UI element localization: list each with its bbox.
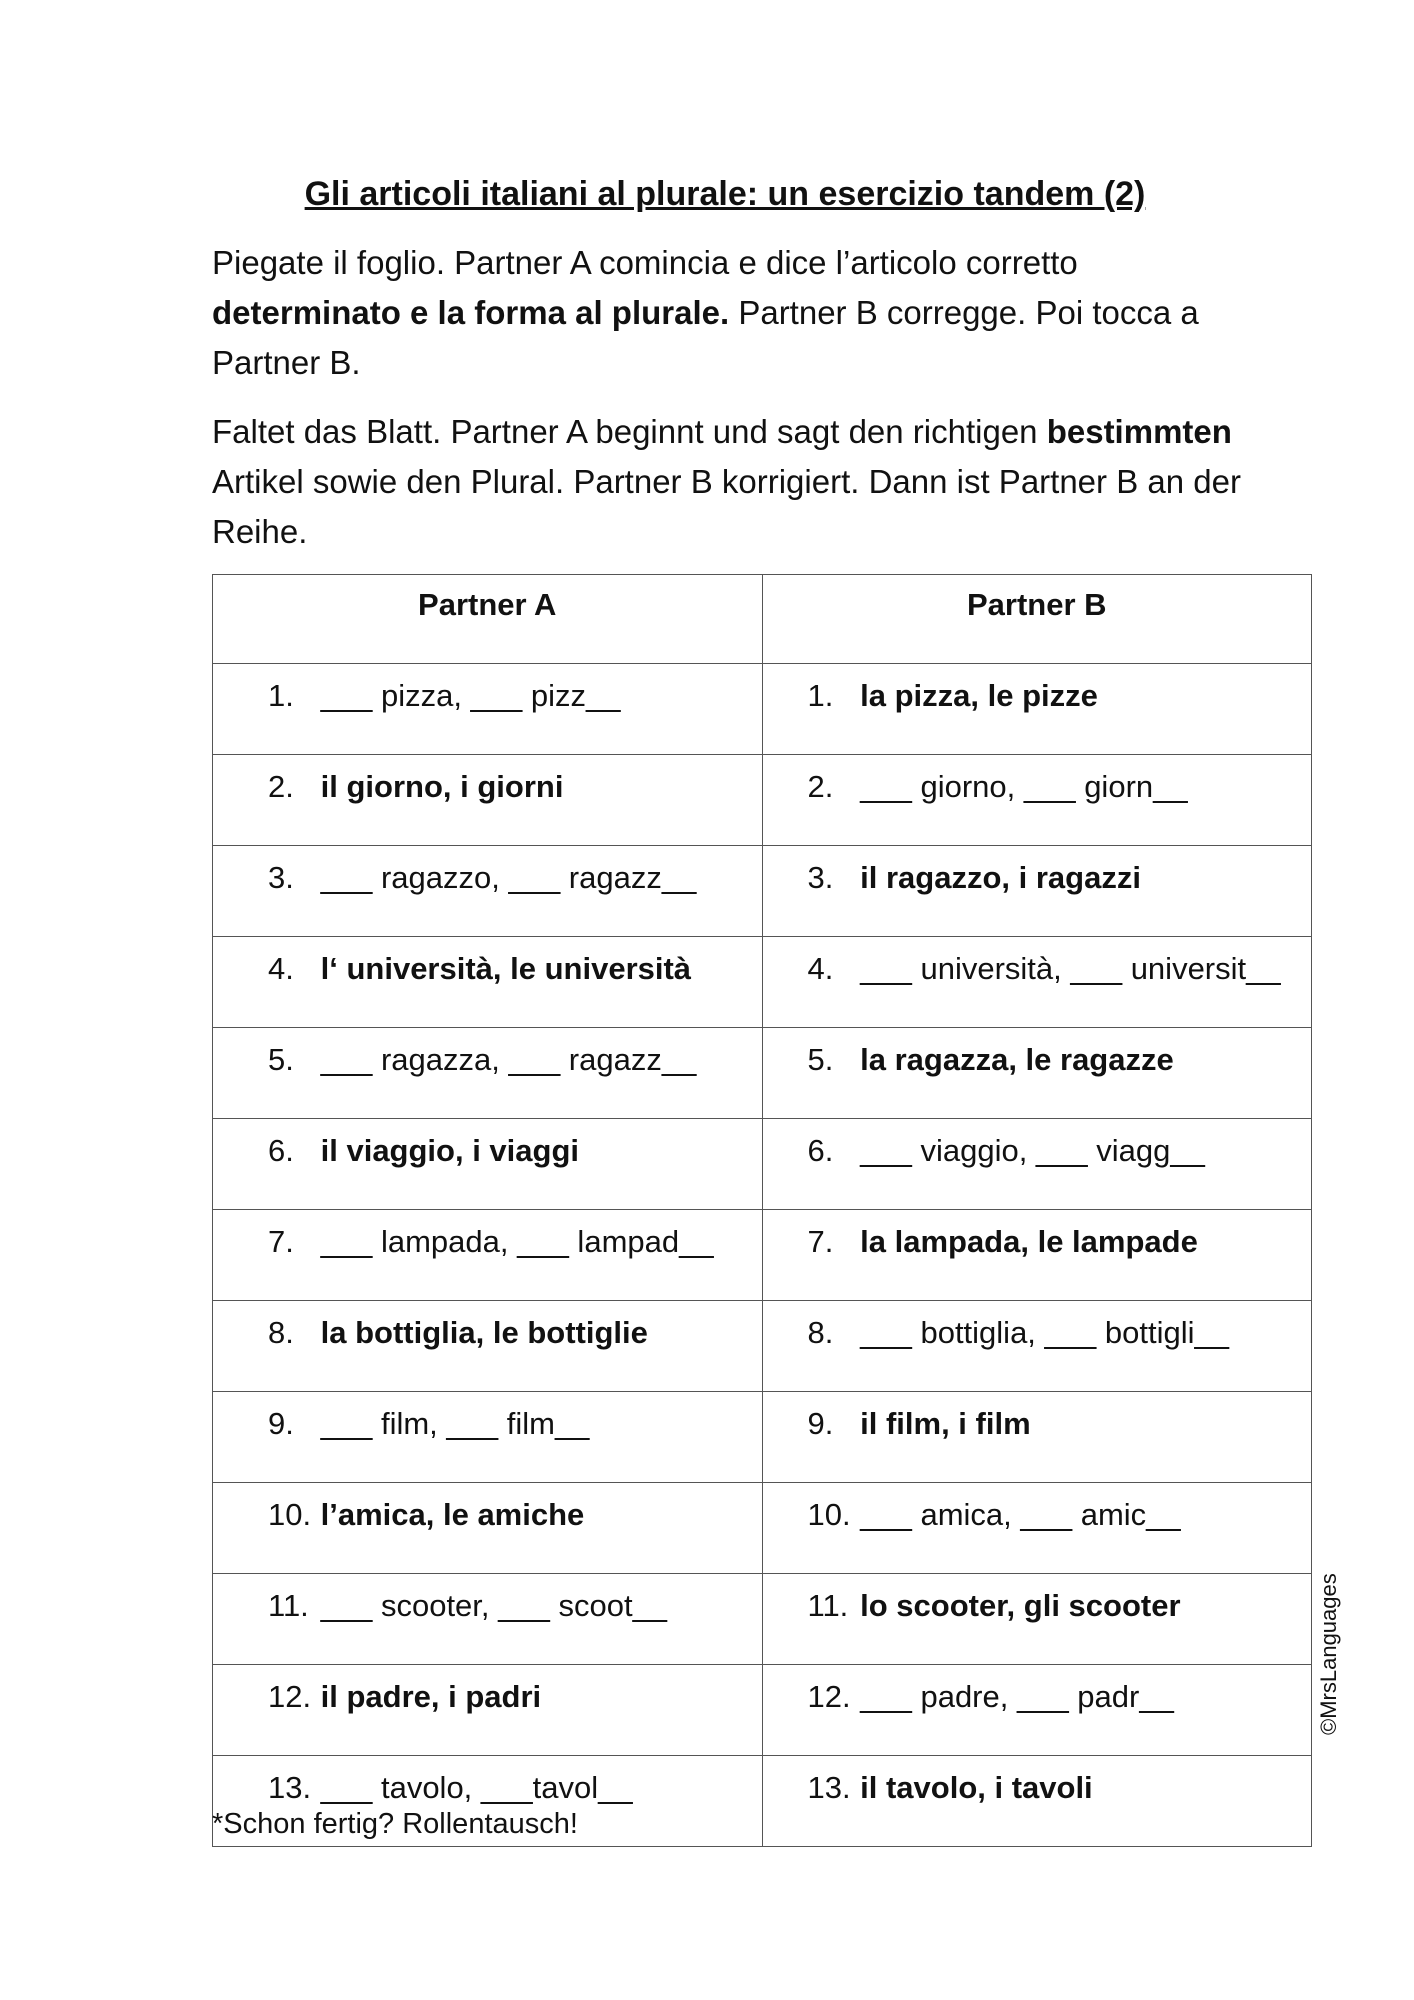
partner-a-cell [213, 755, 763, 846]
item-number: 9. [807, 1406, 834, 1441]
item-number: 12. [268, 1679, 312, 1714]
item-number: 8. [807, 1315, 834, 1350]
partner-a-cell [213, 1392, 763, 1483]
item-number: 7. [268, 1224, 294, 1259]
copyright-text: ©MrsLanguages [1316, 1573, 1341, 1735]
exercise-text: ___ viaggio, ___ viagg__ [860, 1133, 1205, 1168]
item-number: 1. [268, 678, 294, 713]
partner-b-cell [762, 1392, 1312, 1483]
partner-b-cell [762, 937, 1312, 1028]
instructions-german [212, 407, 1242, 557]
table-row [213, 1301, 1312, 1392]
instructions-italian-part2: Partner B corregge. Poi tocca a Partner B. [212, 294, 1199, 381]
exercise-text: ___ ragazza, ___ ragazz__ [320, 1042, 697, 1077]
item-number: 5. [807, 1042, 834, 1077]
table-header-row [213, 575, 1312, 664]
table-body [213, 664, 1312, 1847]
item-number: 6. [807, 1133, 834, 1168]
item-number: 10. [268, 1497, 312, 1532]
instructions-italian [212, 238, 1242, 388]
answer-text: lo scooter, gli scooter [860, 1588, 1181, 1623]
answer-text: il viaggio, i viaggi [320, 1133, 580, 1168]
item-number: 13. [268, 1770, 312, 1805]
table-row [213, 1483, 1312, 1574]
page-title: Gli articoli italiani al plurale: un esercizio tandem (2) [304, 175, 1146, 213]
partner-b-cell [762, 755, 1312, 846]
header-partner-a: Partner A [213, 575, 763, 664]
item-number: 13. [807, 1770, 851, 1805]
item-number: 1. [807, 678, 834, 713]
answer-text: il ragazzo, i ragazzi [860, 860, 1141, 895]
exercise-text: ___ amica, ___ amic__ [860, 1497, 1181, 1532]
item-number: 6. [268, 1133, 294, 1168]
table-row [213, 755, 1312, 846]
footnote: *Schon fertig? Rollentausch! [212, 1808, 578, 1840]
partner-b-cell [762, 1301, 1312, 1392]
partner-b-cell [762, 1756, 1312, 1847]
answer-text: l‘ università, le università [320, 951, 692, 986]
item-number: 9. [268, 1406, 294, 1441]
exercise-text: ___ tavolo, ___tavol__ [320, 1770, 633, 1805]
table-row [213, 846, 1312, 937]
exercise-text: ___ università, ___ universit__ [860, 951, 1281, 986]
exercise-text: ___ film, ___ film__ [320, 1406, 590, 1441]
exercise-text: ___ lampada, ___ lampad__ [320, 1224, 714, 1259]
partner-a-cell [213, 664, 763, 755]
exercise-text: ___ giorno, ___ giorn__ [860, 769, 1188, 804]
partner-b-cell [762, 1574, 1312, 1665]
item-number: 10. [807, 1497, 851, 1532]
exercise-text: ___ pizza, ___ pizz__ [320, 678, 621, 713]
partner-a-cell [213, 1483, 763, 1574]
partner-a-cell [213, 846, 763, 937]
item-number: 5. [268, 1042, 294, 1077]
partner-a-cell [213, 1210, 763, 1301]
item-number: 3. [807, 860, 834, 895]
partner-a-cell [213, 1301, 763, 1392]
header-partner-b: Partner B [762, 575, 1312, 664]
instructions-german-bold: bestimmten [1046, 413, 1232, 450]
answer-text: la pizza, le pizze [860, 678, 1098, 713]
partner-b-cell [762, 1483, 1312, 1574]
item-number: 11. [268, 1588, 309, 1623]
partner-a-cell [213, 1665, 763, 1756]
partner-a-cell [213, 1574, 763, 1665]
instructions-german-part1: Faltet das Blatt. Partner A beginnt und sagt den richtigen [212, 413, 1047, 450]
partner-a-cell [213, 937, 763, 1028]
table-row [213, 1119, 1312, 1210]
partner-b-cell [762, 1665, 1312, 1756]
table-row [213, 1574, 1312, 1665]
table-row [213, 1392, 1312, 1483]
answer-text: la bottiglia, le bottiglie [320, 1315, 648, 1350]
item-number: 4. [807, 951, 834, 986]
answer-text: il giorno, i giorni [320, 769, 564, 804]
exercise-text: ___ bottiglia, ___ bottigli__ [860, 1315, 1229, 1350]
table-row [213, 937, 1312, 1028]
item-number: 8. [268, 1315, 294, 1350]
instructions-german-part2: Artikel sowie den Plural. Partner B korrigiert. Dann ist Partner B an der Reihe. [212, 463, 1241, 550]
answer-text: la ragazza, le ragazze [860, 1042, 1174, 1077]
table-row [213, 1028, 1312, 1119]
table-row [213, 1210, 1312, 1301]
item-number: 7. [807, 1224, 834, 1259]
exercise-text: ___ padre, ___ padr__ [860, 1679, 1174, 1714]
answer-text: la lampada, le lampade [860, 1224, 1198, 1259]
partner-b-cell [762, 1210, 1312, 1301]
item-number: 4. [268, 951, 294, 986]
partner-a-cell [213, 1119, 763, 1210]
partner-b-cell [762, 664, 1312, 755]
partner-b-cell [762, 1119, 1312, 1210]
answer-text: l’amica, le amiche [320, 1497, 585, 1532]
exercise-text: ___ ragazzo, ___ ragazz__ [320, 860, 697, 895]
partner-a-cell [213, 1028, 763, 1119]
tandem-table [212, 574, 1312, 1847]
instructions-italian-part1: Piegate il foglio. Partner A comincia e dice l’articolo corretto [212, 244, 1078, 281]
partner-b-cell [762, 1028, 1312, 1119]
item-number: 11. [807, 1588, 849, 1623]
answer-text: il film, i film [860, 1406, 1031, 1441]
partner-b-cell [762, 846, 1312, 937]
item-number: 2. [268, 769, 294, 804]
table-row [213, 664, 1312, 755]
item-number: 2. [807, 769, 834, 804]
answer-text: il padre, i padri [320, 1679, 542, 1714]
answer-text: il tavolo, i tavoli [860, 1770, 1093, 1805]
instructions-italian-bold: determinato e la forma al plurale. [212, 294, 730, 331]
item-number: 12. [807, 1679, 851, 1714]
table-row [213, 1665, 1312, 1756]
exercise-text: ___ scooter, ___ scoot__ [320, 1588, 668, 1623]
item-number: 3. [268, 860, 294, 895]
